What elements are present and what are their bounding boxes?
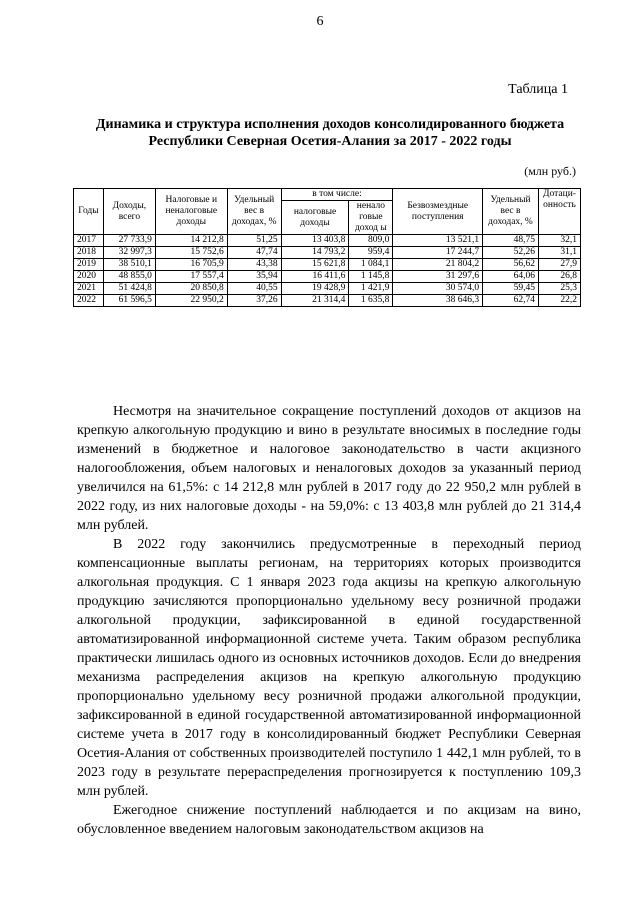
cell-nontax: 959,4 — [349, 247, 393, 259]
paragraph: В 2022 году закончились предусмотренные в переходный период компенсационные выплаты регионам, на территориях которых производится алкогольная продукция. С 1 января 2023 года акцизы на крепкую алкогольную продукцию зачисляются пропорционально удельному весу розничной продажи алкогольной продукции, зафиксированной в единой государственной автоматизированной информационной системе учета. Таким образом республика практически лишилась одного из основных источников доходов. Если до внедрения механизма распределения акцизов на крепкую алкогольную продукцию пропорционально удельному весу розничной продажи алкогольной продукции, зафиксированной в единой государственной автоматизированной информационной системе учета в 2017 году в консолидированный бюджет Республики Северная Осетия-Алания от собственных производителей поступило 1 442,1 млн рублей, то в 2023 году в результате перераспределения прогнозируется к поступлению 109,3 млн рублей. — [77, 537, 581, 799]
paragraph: Несмотря на значительное сокращение поступлений доходов от акцизов на крепкую алкогольную продукцию и вино в результате вносимых в последние годы изменений в бюджетное и налоговое законодательство в части акцизного налогообложения, объем налоговых и неналоговых доходов за указанный период увеличился на 61,5%: с 14 212,8 млн рублей в 2017 году до 22 950,2 млн рублей в 2022 году, из них налоговые доходы - на 59,0%: с 13 403,8 млн рублей до 21 314,4 млн рублей. — [77, 404, 581, 533]
cell-gratuitous: 13 521,1 — [393, 235, 483, 247]
cell-subsidy: 31,1 — [538, 247, 580, 259]
cell-subsidy: 26,8 — [538, 271, 580, 283]
cell-gratuitous: 17 244,7 — [393, 247, 483, 259]
header-gratuitous: Безвозмездные поступления — [393, 189, 483, 235]
header-share-1: Удельный вес в доходах, % — [227, 189, 281, 235]
cell-share-2: 56,62 — [483, 259, 539, 271]
cell-year: 2017 — [74, 235, 104, 247]
cell-share-1: 47,74 — [227, 247, 281, 259]
header-income: Доходы, всего — [103, 189, 155, 235]
cell-share-2: 48,75 — [483, 235, 539, 247]
cell-tax: 19 428,9 — [281, 283, 349, 295]
cell-tax: 21 314,4 — [281, 295, 349, 307]
cell-share-1: 37,26 — [227, 295, 281, 307]
cell-share-2: 62,74 — [483, 295, 539, 307]
cell-tax: 16 411,6 — [281, 271, 349, 283]
table-row — [74, 283, 581, 295]
body-text — [77, 402, 581, 839]
cell-year: 2018 — [74, 247, 104, 259]
cell-share-1: 43,38 — [227, 259, 281, 271]
cell-tax-nontax: 22 950,2 — [155, 295, 227, 307]
cell-nontax: 1 084,1 — [349, 259, 393, 271]
header-tax-nontax: Налоговые и неналоговые доходы — [155, 189, 227, 235]
cell-share-1: 40,55 — [227, 283, 281, 295]
cell-nontax: 1 635,8 — [349, 295, 393, 307]
cell-year: 2022 — [74, 295, 104, 307]
cell-tax: 15 621,8 — [281, 259, 349, 271]
cell-income: 51 424,8 — [103, 283, 155, 295]
cell-income: 38 510,1 — [103, 259, 155, 271]
cell-tax-nontax: 20 850,8 — [155, 283, 227, 295]
header-nontax: ненало говые доход ы — [349, 201, 393, 235]
cell-share-1: 51,25 — [227, 235, 281, 247]
header-share-2: Удельный вес в доходах, % — [483, 189, 539, 235]
cell-share-2: 52,26 — [483, 247, 539, 259]
table-row — [74, 271, 581, 283]
cell-nontax: 809,0 — [349, 235, 393, 247]
cell-subsidy: 22,2 — [538, 295, 580, 307]
cell-share-2: 64,06 — [483, 271, 539, 283]
header-year: Годы — [74, 189, 104, 235]
cell-tax: 14 793,2 — [281, 247, 349, 259]
cell-nontax: 1 421,9 — [349, 283, 393, 295]
header-including: в том числе: — [281, 189, 393, 201]
cell-year: 2020 — [74, 271, 104, 283]
cell-subsidy: 32,1 — [538, 235, 580, 247]
cell-income: 61 596,5 — [103, 295, 155, 307]
cell-gratuitous: 30 574,0 — [393, 283, 483, 295]
cell-nontax: 1 145,8 — [349, 271, 393, 283]
header-subsidy: Дотаци-онность — [538, 189, 580, 235]
table-row — [74, 295, 581, 307]
cell-share-1: 35,94 — [227, 271, 281, 283]
cell-tax: 13 403,8 — [281, 235, 349, 247]
cell-share-2: 59,45 — [483, 283, 539, 295]
paragraph: Ежегодное снижение поступлений наблюдается и по акцизам на вино, обусловленное введением налоговым законодательством акцизов на — [77, 803, 581, 837]
page-number: 6 — [316, 14, 324, 29]
cell-year: 2019 — [74, 259, 104, 271]
table-row — [74, 259, 581, 271]
cell-tax-nontax: 15 752,6 — [155, 247, 227, 259]
cell-tax-nontax: 16 705,9 — [155, 259, 227, 271]
units-label: (млн руб.) — [524, 164, 576, 178]
table-row — [74, 235, 581, 247]
cell-subsidy: 27,9 — [538, 259, 580, 271]
cell-gratuitous: 38 646,3 — [393, 295, 483, 307]
cell-tax-nontax: 14 212,8 — [155, 235, 227, 247]
revenue-table — [73, 188, 581, 307]
cell-income: 48 855,0 — [103, 271, 155, 283]
cell-income: 27 733,9 — [103, 235, 155, 247]
header-tax: налоговые доходы — [281, 201, 349, 235]
cell-subsidy: 25,3 — [538, 283, 580, 295]
table-title: Динамика и структура исполнения доходов консолидированного бюджета Республики Северная Осетия-Алания за 2017 - 2022 годы — [95, 117, 565, 149]
cell-gratuitous: 31 297,6 — [393, 271, 483, 283]
table-row — [74, 247, 581, 259]
cell-year: 2021 — [74, 283, 104, 295]
table-label: Таблица 1 — [508, 82, 568, 97]
cell-gratuitous: 21 804,2 — [393, 259, 483, 271]
cell-tax-nontax: 17 557,4 — [155, 271, 227, 283]
cell-income: 32 997,3 — [103, 247, 155, 259]
